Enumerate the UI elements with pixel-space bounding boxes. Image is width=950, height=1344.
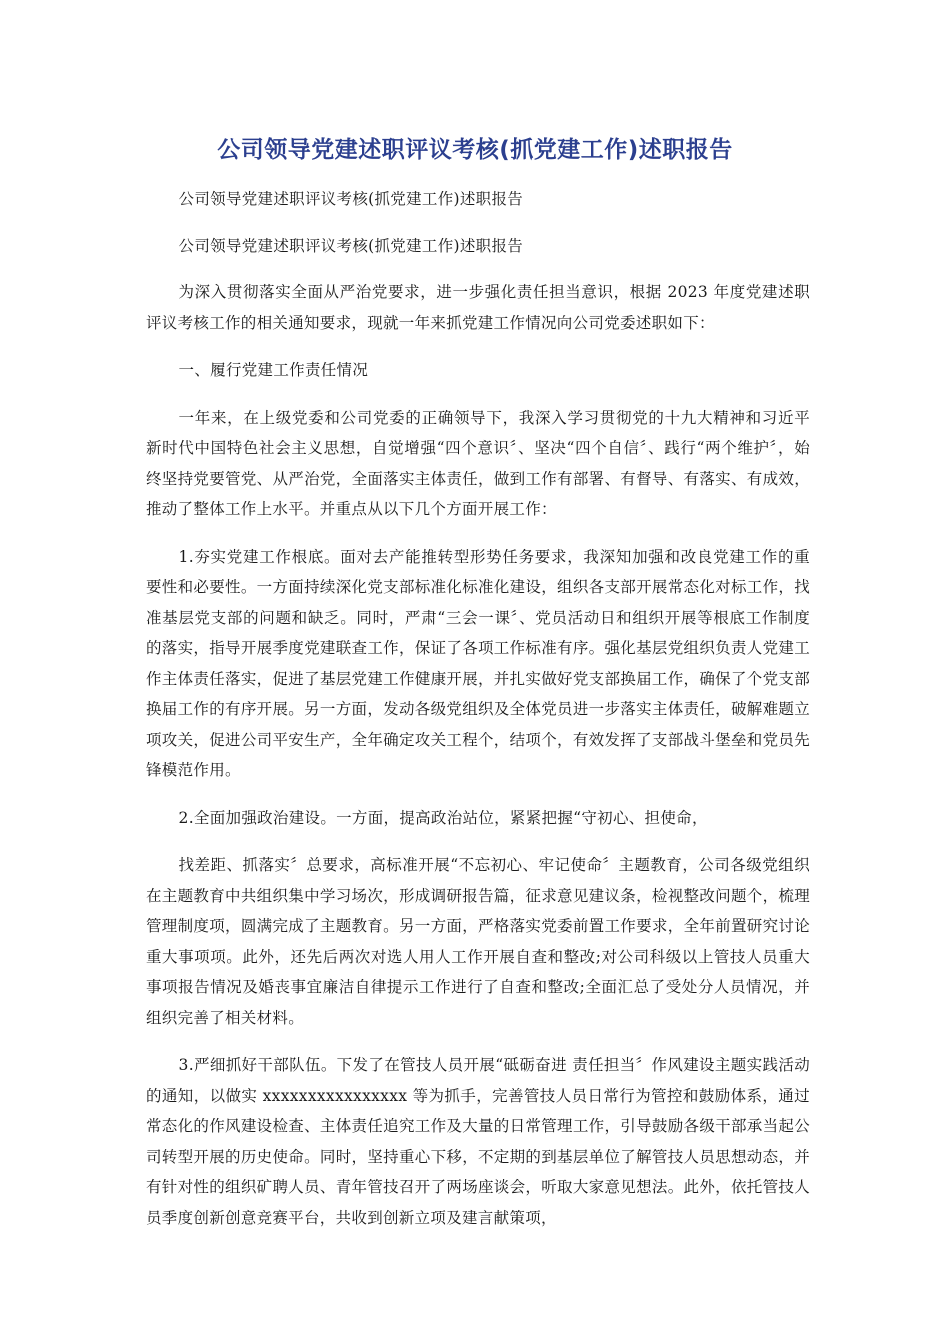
section-heading: 一、履行党建工作责任情况 [178,361,369,379]
paragraph-item-1: 1.夯实党建工作根底。面对去产能推转型形势任务要求，我深知加强和改良党建工作的重要性和必要性。一方面持续深化党支部标准化标准化建设，组织各支部开展常态化对标工作，找准基层党支部的问题和缺乏。同时，严肃“三会一课〞、党员活动日和组织开展等根底工作制度的落实，指导开展季度党建联查工作，保证了各项工作标准有序。强化基层党组织负责人党建工作主体责任落实，促进了基层党建工作健康开展，并扎实做好党支部换届工作，确保了个党支部换届工作的有序开展。另一方面，发动各级党组织及全体党员进一步落实主体责任，破解难题立项攻关，促进公司平安生产，全年确定攻关工程个，结项个，有效发挥了支部战斗堡垒和党员先锋模范作用。 [146,547,810,779]
paragraph-item-2-start: 2.全面加强政治建设。一方面，提高政治站位，紧紧把握“守初心、担使命， [178,808,708,827]
paragraph-item-2-cont: 找差距、抓落实〞总要求，高标准开展“不忘初心、牢记使命〞主题教育，公司各级党组织在主题教育中共组织集中学习场次，形成调研报告篇，征求意见建议条，检视整改问题个，梳理管理制度项，圆满完成了主题教育。另一方面，严格落实党委前置工作要求，全年前置研究讨论重大事项项。此外，还先后两次对选人用人工作开展自查和整改;对公司科级以上管技人员重大事项报告情况及婚丧事宜廉洁自律提示工作进行了自查和整改;全面汇总了受处分人员情况，并组织完善了相关材料。 [146,856,810,1027]
paragraph-item-3: 3.严细抓好干部队伍。下发了在管技人员开展“砥砺奋进 责任担当〞作风建设主题实践活动的通知，以做实 xxxxxxxxxxxxxxxx 等为抓手，完善管技人员日常行为管控和鼓励体系，通过常态化的作风建设检查、主体责任追究工作及大量的日常管理工作，引导鼓励各级干部承当起公司转型开展的历史使命。同时，坚持重心下移，不定期的到基层单位了解管技人员思想动态，并有针对性的组织矿聘人员、青年管技召开了两场座谈会，听取大家意见想法。此外，依托管技人员季度创新创意竞赛平台，共收到创新立项及建言献策项， [146,1056,810,1227]
document-title: 公司领导党建述职评议考核(抓党建工作)述职报告 [217,137,733,163]
paragraph-subtitle-1: 公司领导党建述职评议考核(抓党建工作)述职报告 [178,190,524,208]
document-body [146,184,810,1250]
paragraph-subtitle-2: 公司领导党建述职评议考核(抓党建工作)述职报告 [178,236,524,255]
paragraph-overview: 一年来，在上级党委和公司党委的正确领导下，我深入学习贯彻党的十九大精神和习近平新时代中国特色社会主义思想，自觉增强“四个意识〞、坚决“四个自信〞、践行“两个维护〞，始终坚持党要管党、从严治党，全面落实主体责任，做到工作有部署、有督导、有落实、有成效，推动了整体工作上水平。并重点从以下几个方面开展工作： [146,408,810,518]
paragraph-intro: 为深入贯彻落实全面从严治党要求，进一步强化责任担当意识，根据 2023 年度党建述职评议考核工作的相关通知要求，现就一年来抓党建工作情况向公司党委述职如下： [146,283,810,332]
